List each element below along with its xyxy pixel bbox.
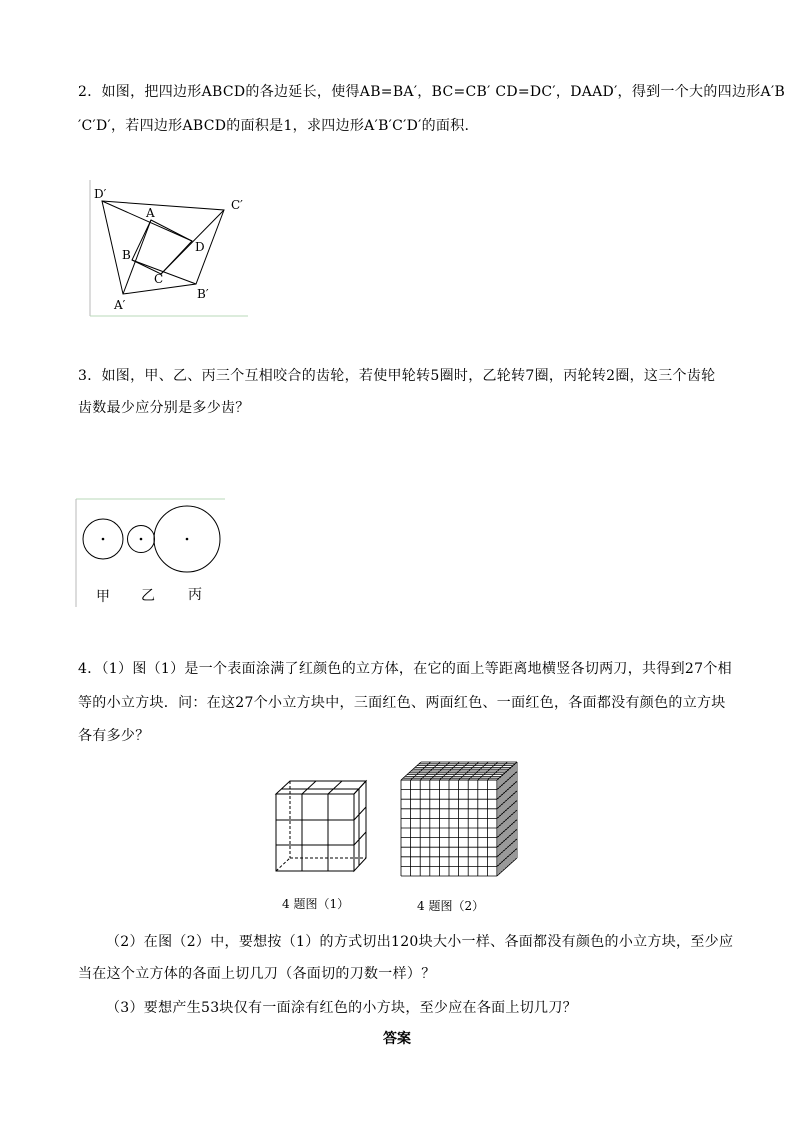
q4-text-line2: 等的小立方块．问：在这27个小立方块中，三面红色、两面红色、一面红色，各面都没有颜色的立方块 (78, 695, 726, 711)
label-d: D (195, 240, 205, 254)
gear-label-jia: 甲 (96, 589, 110, 605)
quadrilateral-figure (88, 180, 250, 320)
gears-figure (75, 497, 227, 609)
q4-part3: （3）要想产生53块仅有一面涂有红色的小方块，至少应在各面上切几刀？ (106, 1000, 577, 1016)
q4-text-line1: 4．（1）图（1）是一个表面涂满了红颜色的立方体，在它的面上等距离地横竖各切两刀，共得到27个相 (78, 661, 732, 677)
q4-part2-line1: （2）在图（2）中，要想按（1）的方式切出120块大小一样、各面都没有颜色的小立方块，至少应 (106, 934, 734, 950)
q4-text-line3: 各有多少？ (78, 728, 150, 744)
label-a: A (146, 206, 155, 220)
q3-text-line1: 3．如图，甲、乙、丙三个互相咬合的齿轮，若使甲轮转5圈时，乙轮转7圈，丙轮转2圈，这三个齿轮 (78, 368, 716, 384)
cube-figure-2 (398, 760, 520, 880)
label-d-prime: D′ (94, 187, 107, 201)
q2-text-line1: 2．如图，把四边形ABCD的各边延长，使得AB=BA′，BC=CB′ CD=DC′，DAAD′，得到一个大的四边形A′B (78, 84, 786, 100)
label-a-prime: A′ (114, 298, 126, 312)
gear-label-yi: 乙 (141, 588, 155, 604)
label-c-prime: C′ (231, 198, 243, 212)
label-b: B (122, 248, 131, 262)
caption-figure-2: 4 题图（2） (417, 899, 485, 913)
caption-figure-1: 4 题图（1） (282, 897, 350, 911)
q2-text-line2: ′C′D′，若四边形ABCD的面积是1，求四边形A′B′C′D′的面积. (78, 118, 470, 134)
cube-figure-1 (272, 778, 368, 876)
gear-label-bing: 丙 (188, 587, 202, 603)
q3-text-line2: 齿数最少应分别是多少齿？ (78, 400, 250, 416)
label-c: C (154, 272, 164, 286)
label-b-prime: B′ (197, 287, 209, 301)
answer-heading: 答案 (383, 1031, 411, 1047)
q4-part2-line2: 当在这个立方体的各面上切几刀（各面切的刀数一样）？ (78, 966, 436, 982)
